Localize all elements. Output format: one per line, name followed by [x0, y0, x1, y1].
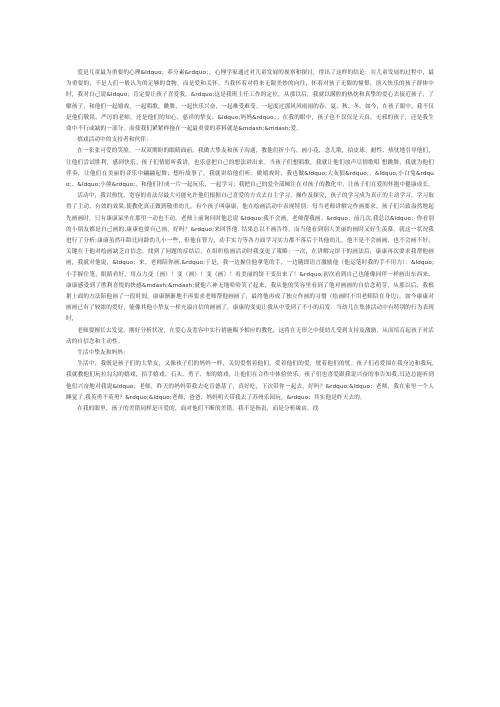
paragraph-teacher-reflection: 老师要擅长去发觉，刚好分析状况，在爱心及宽容中实行措施赐予相应的教化，这将在无形之中使幼儿受到支持及激励，从而培育起孩子对活动的自信念和主动性。 [66, 327, 434, 345]
paragraph-mistakes: 在我的眼里，孩子的差错同样是可爱的，面对他们不断的差错，我不是指责，而是分析缘由，找 [77, 406, 319, 413]
section-heading-life-friend: 生活中挚友和妈妈： [77, 350, 129, 357]
paragraph-intro: 爱是儿童最为重要的心理&ldquo；养分素&rdquo；。心理学家通过对儿童发展的视察和探讨，得出了这样的结论：在儿童发展的过程中，最为重要的，不是人们一般认为的足够的食物，而是爱和关怀。当我怀着对将来无限美妙的向往，怀着对孩子无限的憧憬，溶入快乐的孩子群体中时，我对自己说&ldquo；肯定要让孩子喜爱我。&rdquo;这是我班主任工作的定位，从那以后，我就以满腔的热忱和真挚的爱心去接近孩子，了解孩子，和他们一起嬉戏，一起唱歌，跳舞，一起快乐兴奋，一起难受难受。一起度过那风风雨雨的春、夏、秋、冬。如今，在孩子眼中，我不仅是他们敬畏、严厉的老师，还是他们的知心、慈祥的挚友、&ldquo;妈妈&rdquo；。在我的眼中，孩子也不仅仅是天真、无邪的孩子，还是我生命中不行或缺的一部分。而使我们紧紧样拖在一起最重要的养料就是&mdash;&mdash;爱。 [66, 70, 434, 133]
paragraph-kangkang-story: 活动中，我以热忱、宽容的看法尽最大可能允许他们根据自己喜爱的方式去自主学习、操作及探究，孩子的学习成为真正的主动学习，学习取得了主动、有效的效果,使教化真正做到敬重幼儿。有个孩子叫康康，他在绘画活动中表现特别：每当老师讲解完作画要求，孩子们兴致盎然地起先画画时，只有康康呆坐在那里一动也不动。老师上前询问时他总说 &ldquo;我不会画，老师帮我画。&rdquo；前几次,我总以&ldquo；你看别的小朋友都是自己画的,康康也要自己画，好吗？&rdquo;来回答他. 结果总以不画告终，而当他看到别人美丽的画时又好生羡慕。就这一状况我进行了分析:康康虽然年龄比同龄幼儿小一些，但他在智力、动手实力等各方面学习实力都不落后于其他幼儿，他不是不会画画，也不会画不好，关键在于他对绘画缺乏自信念。找到了问题的症结后，在组织绘画活动时我变更了策略：一次，在讲解完饼干的画法后，康康再次要求我帮他画画，我就对他说，&ldquo；来，老师陪你画.&rdquo;于是，我一边握住他拿笔的手，一边随即语言激励他（他运笔时我的手不用力）：&ldquo;小手握住笔，眼睛看好，用点力变（画）！变（画）！变（画）！看美丽的饼干变出来了！&rdquo;初次看到自己也能像同伴一样画出东西来，康康感受到了胜利喜悦的快感&mdash;&mdash;就他六神无地哈哈笑了起来，我从他的笑容里看到了他对画画的自信念萌芽，从那以后，我根据上面的方法陪他画了一段时间，康康渐渐地不再要求老师帮他画画了，最终他再成了独立作画的习惯（绘画时不用老师陪在身边）。如今康康对画画已有了较浓的爱好，能像其他小挚友一样充溢自信的画画了，康康的变更让我从中受到了不小的启发：当幼儿在集体活动中有特别的行为表现时， [66, 193, 434, 323]
section-heading-play-supporter: 嬉戏活动中的支持者和伙伴： [77, 137, 152, 144]
paragraph-play-activities: 在一张张可爱的笑脸，一双双期盼的眼睛面前，我做大挚友和孩子沟通，教他们折小鸟，画小花，念儿歌，拍皮球，耐性、热忱地引导他们，让他们尝试胜利，感到快乐。孩子们情愿听我讲，也乐意把自己的想法讲出来。当孩子们想唱歌，我就让他们放声尽情歌唱 想跳舞，我就为他们伴奏，让他们在美丽的音乐中翩翩起舞；想听故事了，我就讲给他们听；做嬉戏时，我也做&ldquo;大灰狼&rdquo;、&ldquo;小白兔&rdquo;、&ldquo;小熊&rdquo;、和他们打成一片一起玩乐，一起学习；我把自己的爱全部倾注在对孩子的教化中，让孩子们在爱的怀抱中健康成长。 [66, 148, 434, 189]
paragraph-daily-life: 生活中，我既是孩子们的大挚友，又像孩子们的妈妈一样，关切爱惜着他们，爱着他们的爱，忧着他们的忧。孩子们看爱围在我身边和我玩,我就教他们玩拉勾勾的嬉戏，拍手嬉戏、石头、剪子、布的嬉戏，让他们在合作中体验快乐。孩子们也喜爱跟我说兴奋的事告知我,耳边总能听到他们兴奋地对我说&ldquo；老师，昨天的妈妈带我去吃肯德基了，真好吃，下次带你一起去，好吗？&rdquo;&ldquo；老师，我在家里一个人睡觉了,我英勇不英勇？&rdquo;&ldquo;老师，爸爸、妈妈明天带我去了苏州乐园玩。&rdquo；其实他是昨天去的。 [66, 361, 434, 401]
document-page [66, 68, 434, 693]
